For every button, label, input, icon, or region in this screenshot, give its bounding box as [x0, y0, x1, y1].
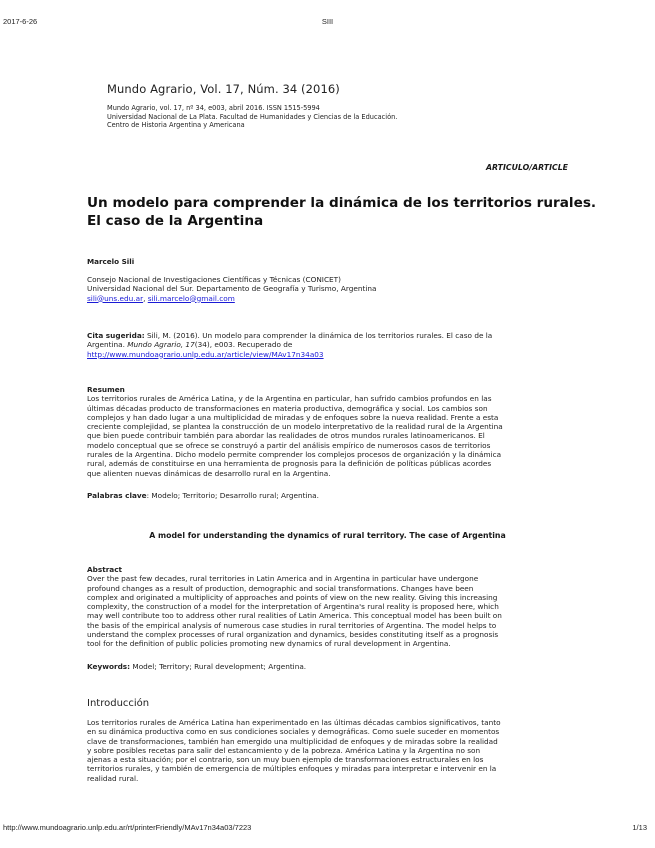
abstract-line: profound changes as a result of production, demographic and social transformations. Changes have been: [87, 583, 474, 593]
resumen-line: complejos y han dado lugar a una multiplicidad de miradas y de enfoques sobre la nueva realidad. Frente a esta: [87, 412, 499, 422]
print-page-number: 1/13: [632, 823, 647, 832]
palabras-clave-value: : Modelo; Territorio; Desarrollo rural; Argentina.: [146, 491, 319, 500]
title-line: El caso de la Argentina: [87, 212, 264, 229]
article-title: [87, 195, 596, 230]
citation-journal: Mundo Agrario, 17: [127, 340, 195, 350]
citation-text: Sili, M. (2016). Un modelo para comprender la dinámica de los territorios rurales. El caso de la: [144, 331, 493, 340]
author-name: Marcelo Sili: [87, 257, 135, 266]
palabras-clave: [87, 491, 319, 500]
intro-line: en su dinámica productiva como en sus condiciones sociales y demográficas. Como suele suceder en momentos: [87, 727, 500, 737]
citation-text: Argentina.: [87, 340, 128, 350]
citation-link[interactable]: http://www.mundoagrario.unlp.edu.ar/article/view/MAv17n34a03: [87, 349, 324, 359]
resumen-heading: Resumen: [87, 385, 125, 394]
author-affiliation: [87, 275, 376, 303]
email-separator: ,: [143, 293, 148, 303]
journal-detail-line: Centro de Historia Argentina y Americana: [107, 121, 245, 130]
affiliation-line: Consejo Nacional de Investigaciones Científicas y Técnicas (CONICET): [87, 275, 341, 284]
resumen-line: Los territorios rurales de América Latina, y de la Argentina en particular, han sufrido cambios profundos en las: [87, 394, 492, 404]
intro-line: y sobre posibles recetas para salir del estancamiento y de la pobreza. América Latina y la Argentina no son: [87, 745, 481, 755]
intro-line: realidad rural.: [87, 773, 139, 783]
abstract-line: complexity, the construction of a model for the interpretation of Argentina's rural reality is proposed here, which: [87, 602, 499, 612]
print-title: SIII: [321, 17, 334, 26]
intro-line: ajenas a esta situación; por el contrario, son un muy buen ejemplo de transformaciones estructurales en los: [87, 755, 484, 765]
resumen-line: rurales de la Argentina. Dicho modelo permite comprender los complejos procesos de organización y la dinámica: [87, 450, 502, 460]
affiliation-line: Universidad Nacional del Sur. Departamento de Geografía y Turismo, Argentina: [87, 284, 377, 294]
email-link[interactable]: sili@uns.edu.ar: [87, 293, 144, 303]
resumen-section: [87, 385, 568, 478]
english-title: A model for understanding the dynamics of rural territory. The case of Argentina: [149, 531, 506, 540]
introduccion-heading: Introducción: [87, 698, 150, 709]
resumen-line: creciente complejidad, se plantea la construcción de un modelo interpretativo de la realidad rural de la Argentina: [87, 422, 503, 432]
abstract-line: Over the past few decades, rural territories in Latin America and in Argentina in particular have undergone: [87, 574, 479, 584]
resumen-line: que alienten nuevas dinámicas de desarrollo rural en la Argentina.: [87, 468, 331, 478]
resumen-line: que bien puede contribuir también para abordar las realidades de otros mundos rurales latinoamericanos. El: [87, 431, 485, 441]
abstract-line: understand the complex processes of rural organization and dynamics, besides constituting itself as a prognosis: [87, 630, 499, 640]
print-footer-url: http://www.mundoagrario.unlp.edu.ar/rt/printerFriendly/MAv17n34a03/7223: [3, 823, 252, 832]
abstract-line: complex and originated a multiplicity of approaches and points of view on the new reality. Giving this increasing: [87, 592, 498, 602]
resumen-line: últimas décadas producto de transformaciones en materia productiva, demográfica y social. Los cambios son: [87, 403, 488, 413]
journal-detail-line: Universidad Nacional de La Plata. Facultad de Humanidades y Ciencias de la Educación.: [107, 112, 398, 121]
intro-line: clave de transformaciones, también han emergido una multiplicidad de enfoques y de miradas sobre la realidad: [87, 736, 498, 746]
resumen-line: modelo conceptual que se ofrece se construyó a partir del análisis empírico de numerosos casos de territorios: [87, 440, 491, 450]
author-emails: [87, 294, 376, 303]
print-date: 2017-6-26: [3, 17, 38, 26]
abstract-heading: Abstract: [87, 565, 123, 574]
keywords: [87, 662, 306, 671]
abstract-line: tool for the definition of public policies promoting new dynamics of rural development in Argentina.: [87, 639, 451, 649]
journal-detail-line: Mundo Agrario, vol. 17, nº 34, e003, abril 2016. ISSN 1515-5994: [107, 104, 320, 112]
citation-text: (34), e003. Recuperado de: [194, 340, 293, 350]
citation-label: Cita sugerida:: [87, 331, 145, 340]
intro-line: Los territorios rurales de América Latina han experimentado en las últimas décadas cambios significativos, tanto: [87, 718, 501, 727]
introduccion-body: [87, 718, 568, 783]
keywords-value: Model; Territory; Rural development; Argentina.: [130, 662, 307, 671]
journal-details: [107, 104, 397, 130]
abstract-line: may well contribute too to address other rural realities of Latin America. This conceptual model has been built on: [87, 611, 502, 621]
title-line: Un modelo para comprender la dinámica de los territorios rurales.: [87, 195, 597, 211]
article-type: ARTICULO/ARTICLE: [485, 163, 568, 172]
keywords-label: Keywords:: [87, 662, 131, 671]
abstract-line: the basis of the empirical analysis of numerous case studies in rural territories of Argentina. The model helps to: [87, 620, 497, 630]
journal-title: Mundo Agrario, Vol. 17, Núm. 34 (2016): [107, 82, 340, 96]
citation-block: [87, 331, 567, 359]
abstract-section: [87, 565, 568, 649]
palabras-clave-label: Palabras clave: [87, 491, 147, 500]
email-link[interactable]: sili.marcelo@gmail.com: [147, 293, 235, 303]
resumen-line: rural, además de constituirse en una herramienta de prognosis para la definición de políticas públicas acordes: [87, 459, 492, 469]
intro-line: territorios rurales, y también de emergencia de múltiples enfoques y miradas para interpretar e intervenir en la: [87, 764, 497, 774]
